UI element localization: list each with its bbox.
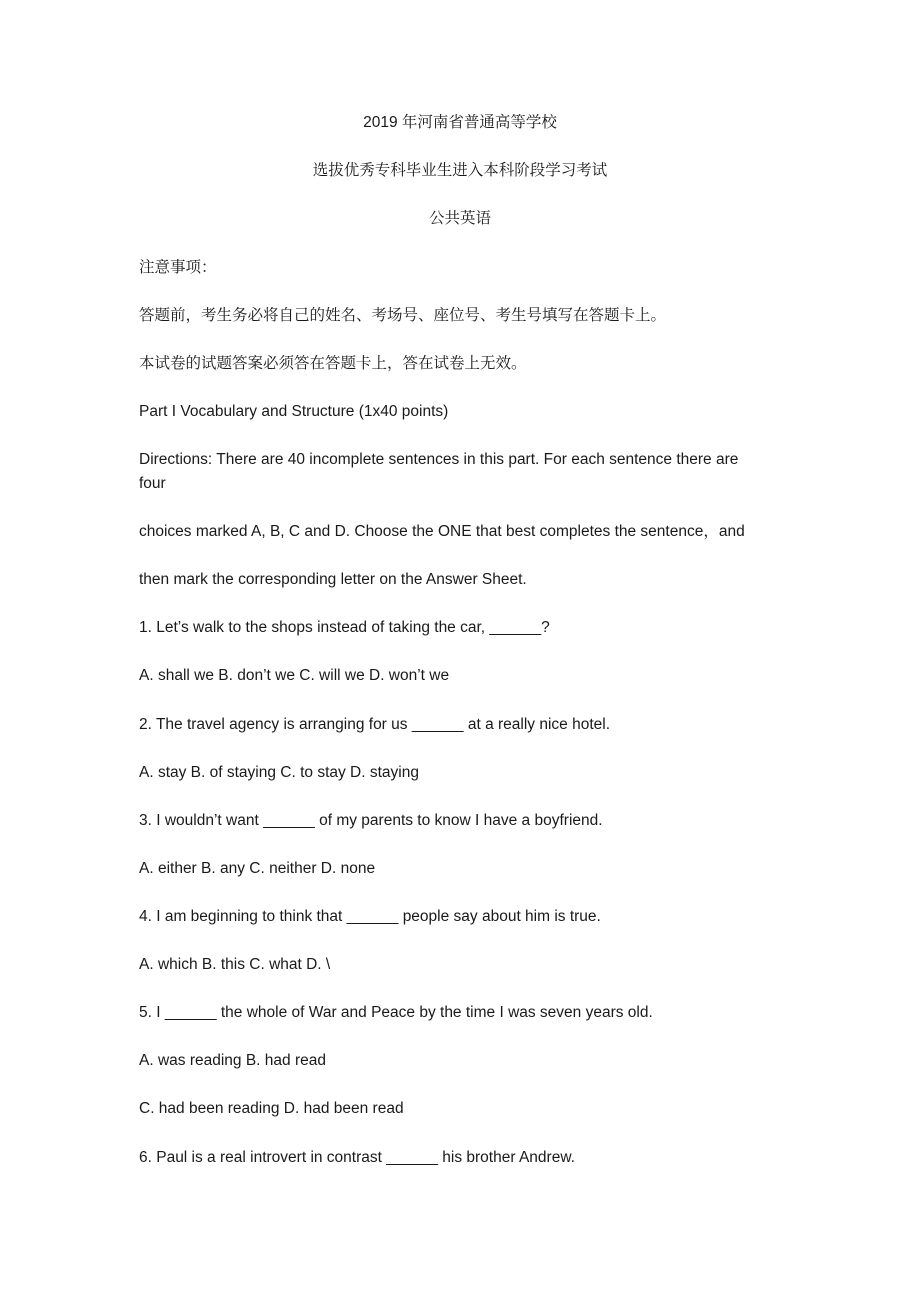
part-title: Part I Vocabulary and Structure (1x40 points) bbox=[139, 403, 449, 420]
directions-line: choices marked A, B, C and D. Choose the ONE that best completes the sentence，and bbox=[139, 523, 745, 540]
question-stem: 1. Let’s walk to the shops instead of taking the car, ______? bbox=[139, 619, 550, 636]
directions-line: Directions: There are 40 incomplete sentences in this part. For each sentence there are bbox=[139, 451, 739, 468]
exam-subject: 公共英语 bbox=[428, 210, 491, 227]
notice-item: 答题前，考生务必将自己的姓名、考场号、座位号、考生号填写在答题卡上。 bbox=[139, 307, 667, 324]
question-options: A. either B. any C. neither D. none bbox=[139, 860, 376, 877]
directions-line: then mark the corresponding letter on the Answer Sheet. bbox=[139, 571, 527, 588]
notice-heading: 注意事项： bbox=[139, 259, 217, 276]
question-options: A. which B. this C. what D. \ bbox=[139, 956, 331, 973]
notice-item: 本试卷的试题答案必须答在答题卡上，答在试卷上无效。 bbox=[139, 355, 527, 372]
question-stem: 2. The travel agency is arranging for us ______ at a really nice hotel. bbox=[139, 716, 611, 733]
question-stem: 5. I ______ the whole of War and Peace by the time I was seven years old. bbox=[139, 1004, 653, 1021]
question-options: A. was reading B. had read bbox=[139, 1052, 326, 1069]
question-stem: 3. I wouldn’t want ______ of my parents to know I have a boyfriend. bbox=[139, 812, 603, 829]
exam-subtitle: 选拔优秀专科毕业生进入本科阶段学习考试 bbox=[312, 162, 608, 179]
question-options: A. stay B. of staying C. to stay D. staying bbox=[139, 764, 419, 781]
question-stem: 6. Paul is a real introvert in contrast ______ his brother Andrew. bbox=[139, 1149, 575, 1166]
question-options: A. shall we B. don’t we C. will we D. won’t we bbox=[139, 667, 450, 684]
exam-title: 2019 年河南省普通高等学校 bbox=[363, 114, 557, 131]
question-stem: 4. I am beginning to think that ______ people say about him is true. bbox=[139, 908, 601, 925]
question-options: C. had been reading D. had been read bbox=[139, 1100, 404, 1117]
directions-line: four bbox=[139, 475, 166, 492]
